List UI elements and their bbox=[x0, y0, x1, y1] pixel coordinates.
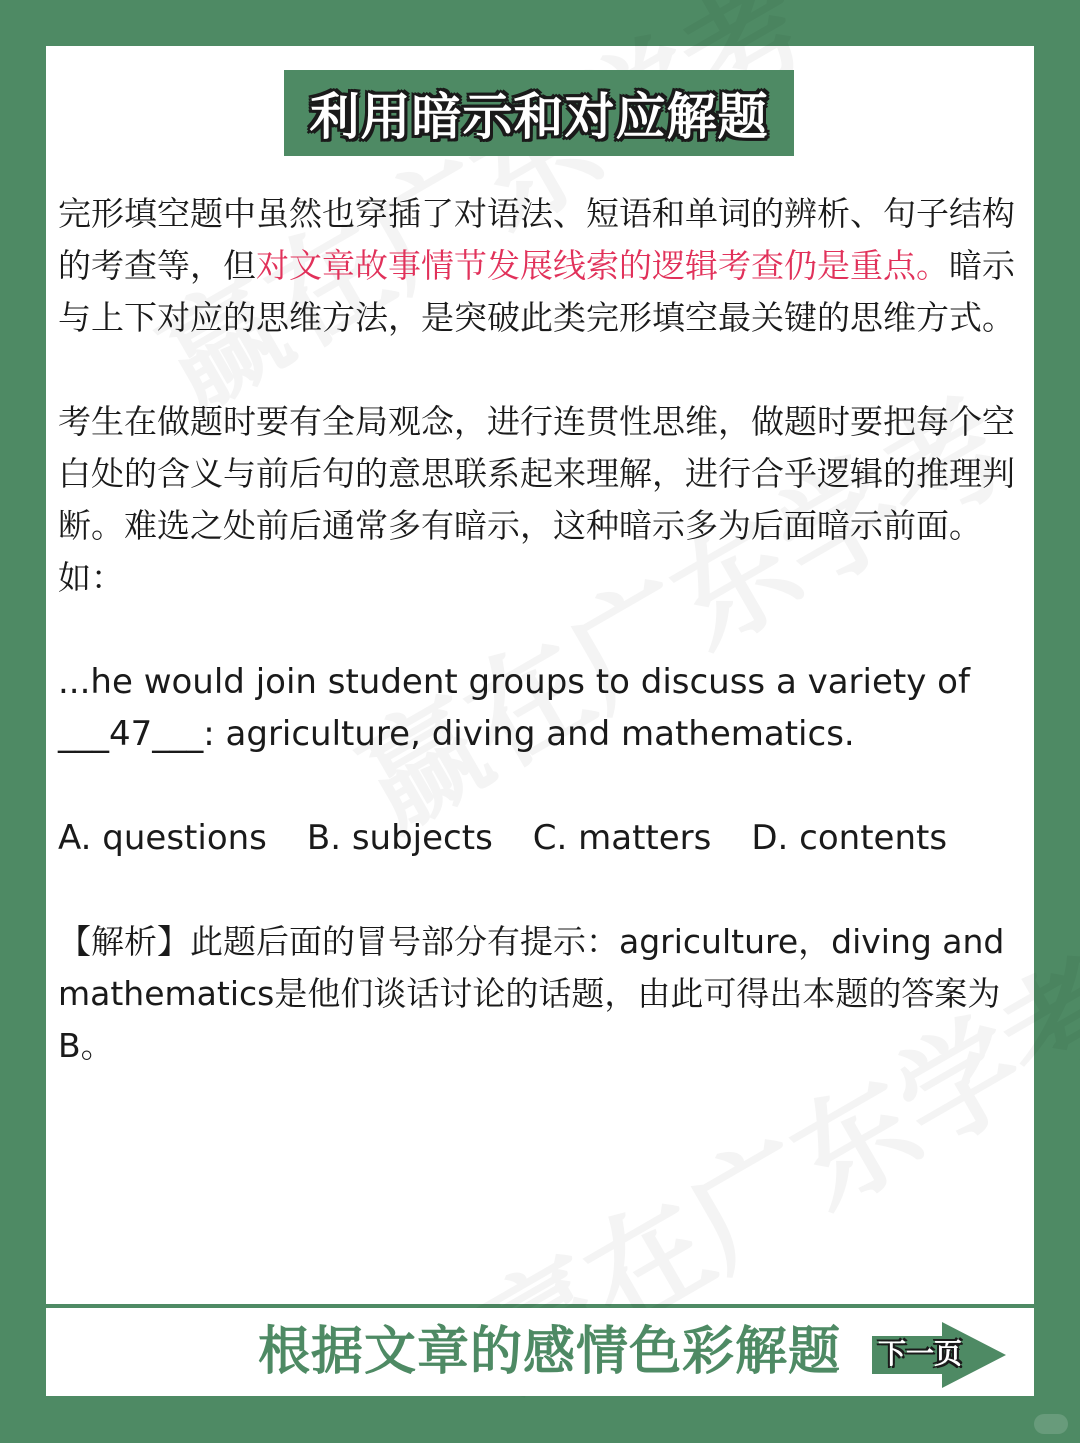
analysis-paragraph: 【解析】此题后面的冒号部分有提示：agriculture，diving and mathematics是他们谈话讨论的话题，由此可得出本题的答案为B。 bbox=[58, 922, 1005, 1065]
option-d: D. contents bbox=[751, 818, 948, 858]
page-title: 利用暗示和对应解题 bbox=[309, 88, 769, 146]
answer-options bbox=[58, 812, 1018, 864]
corner-badge bbox=[1034, 1414, 1068, 1434]
option-c: C. matters bbox=[532, 818, 712, 858]
article-body bbox=[58, 188, 1018, 1072]
paragraph-intro bbox=[58, 188, 1018, 344]
highlight-text: 对文章故事情节发展线索的逻辑考查仍是重点。 bbox=[256, 246, 949, 285]
example-line-2: ___47___: agriculture, diving and mathematics. bbox=[58, 714, 855, 754]
paragraph-intro-text-2: 暗示与上下对应的思维方法，是突破此类完形填空最关键的思维方式。 bbox=[58, 246, 1015, 337]
next-page-button[interactable]: 下一页 bbox=[878, 1337, 963, 1370]
next-page-bar[interactable] bbox=[46, 1308, 1034, 1396]
next-topic-title: 根据文章的感情色彩解题 bbox=[258, 1322, 842, 1382]
option-b: B. subjects bbox=[306, 818, 493, 858]
option-a: A. questions bbox=[58, 818, 267, 858]
page-title-box bbox=[284, 70, 794, 156]
paragraph-intro-text: 完形填空题中虽然也穿插了对语法、短语和单词的辨析、句子结构的考查等，但 bbox=[58, 194, 1015, 285]
example-line-1: ...he would join student groups to discuss a variety of bbox=[58, 662, 970, 702]
paragraph-method: 考生在做题时要有全局观念，进行连贯性思维，做题时要把每个空白处的含义与前后句的意思联系起来理解，进行合乎逻辑的推理判断。难选之处前后通常多有暗示，这种暗示多为后面暗示前面。如： bbox=[58, 402, 1015, 597]
